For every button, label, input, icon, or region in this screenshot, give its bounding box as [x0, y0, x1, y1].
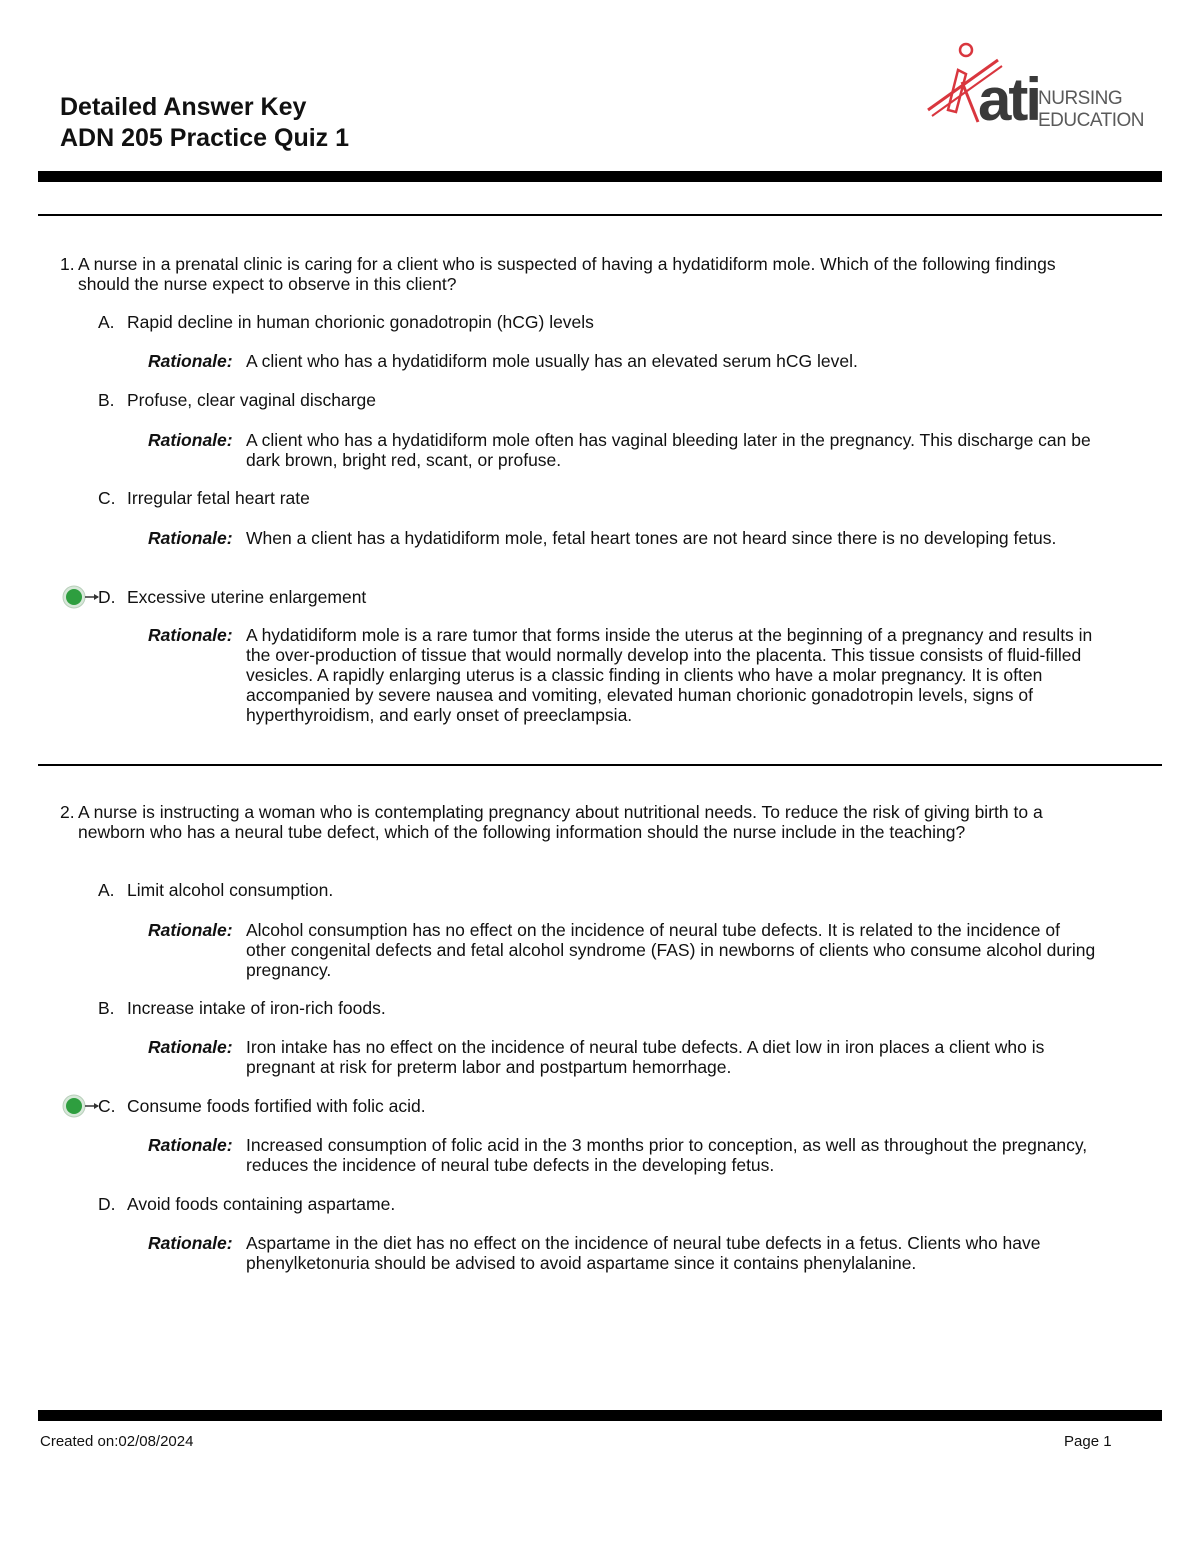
rationale-2b: Rationale: Iron intake has no effect on the incidence of neural tube defects. A diet low in iron places a client who is pregnant at risk for preterm labor and postpartum hemorrhage. [148, 1037, 1045, 1077]
document-title [60, 92, 349, 154]
correct-answer-icon [60, 1092, 100, 1120]
rationale-1d: Rationale: A hydatidiform mole is a rare tumor that forms inside the uterus at the beginning of a pregnancy and results in the over-production of tissue that would normally develop into the placenta. This tissue consists of fluid-filled vesicles. A rapidly enlarging uterus is a classic finding in clients who have a molar pregnancy. It is often accompanied by severe nausea and vomiting, elevated human chorionic gonadotropin levels, signs of hyperthyroidism, and early onset of preeclampsia. [148, 625, 1093, 725]
question-2 [60, 802, 1100, 842]
rationale-1b: Rationale: A client who has a hydatidiform mole often has vaginal bleeding later in the pregnancy. This discharge can be dark brown, bright red, scant, or profuse. [148, 430, 1091, 470]
footer-rule [38, 1410, 1162, 1421]
logo-ati-text: ati [978, 66, 1040, 133]
title-line-1: Detailed Answer Key [60, 93, 307, 121]
rationale-1c: Rationale: When a client has a hydatidiform mole, fetal heart tones are not heard since there is no developing fetus. [148, 528, 1057, 548]
title-line-2: ADN 205 Practice Quiz 1 [60, 124, 350, 152]
header-rule-thin [38, 214, 1162, 216]
ati-logo [918, 40, 1144, 140]
rationale-1a: Rationale: A client who has a hydatidiform mole usually has an elevated serum hCG level. [148, 351, 858, 371]
logo-subtitle: NURSING EDUCATION [1038, 88, 1144, 131]
option-2a: A. Limit alcohol consumption. [98, 880, 334, 900]
option-1a: A. Rapid decline in human chorionic gonadotropin (hCG) levels [98, 312, 594, 332]
question-text: A nurse is instructing a woman who is contemplating pregnancy about nutritional needs. To reduce the risk of giving birth to a newborn who has a neural tube defect, which of the following information should the nurse include in the teaching? [78, 802, 1043, 842]
question-number: 2. [60, 802, 75, 822]
header-rule-thick [38, 171, 1162, 182]
question-text: A nurse in a prenatal clinic is caring for a client who is suspected of having a hydatidiform mole. Which of the following findings should the nurse expect to observe in this client? [78, 254, 1056, 294]
option-2c: C. Consume foods fortified with folic acid. [98, 1096, 426, 1116]
rationale-2d: Rationale: Aspartame in the diet has no effect on the incidence of neural tube defects in a fetus. Clients who have phenylketonuria should be advised to avoid aspartame since it contains phenylalanine. [148, 1233, 1041, 1273]
correct-answer-icon [60, 583, 100, 611]
page-number: Page 1 [1064, 1433, 1112, 1450]
option-2b: B. Increase intake of iron-rich foods. [98, 998, 386, 1018]
option-1c: C. Irregular fetal heart rate [98, 488, 310, 508]
option-1b: B. Profuse, clear vaginal discharge [98, 390, 377, 410]
option-2d: D. Avoid foods containing aspartame. [98, 1194, 396, 1214]
rationale-2c: Rationale: Increased consumption of folic acid in the 3 months prior to conception, as well as throughout the pregnancy, reduces the incidence of neural tube defects in the developing fetus. [148, 1135, 1088, 1175]
rationale-2a: Rationale: Alcohol consumption has no effect on the incidence of neural tube defects. It is related to the incidence of other congenital defects and fetal alcohol syndrome (FAS) in newborns of clients who consume alcohol during pregnancy. [148, 920, 1096, 980]
created-date: Created on:02/08/2024 [40, 1433, 194, 1450]
question-number: 1. [60, 254, 75, 274]
question-separator [38, 764, 1162, 766]
question-1 [60, 254, 1100, 294]
option-1d: D. Excessive uterine enlargement [98, 587, 367, 607]
